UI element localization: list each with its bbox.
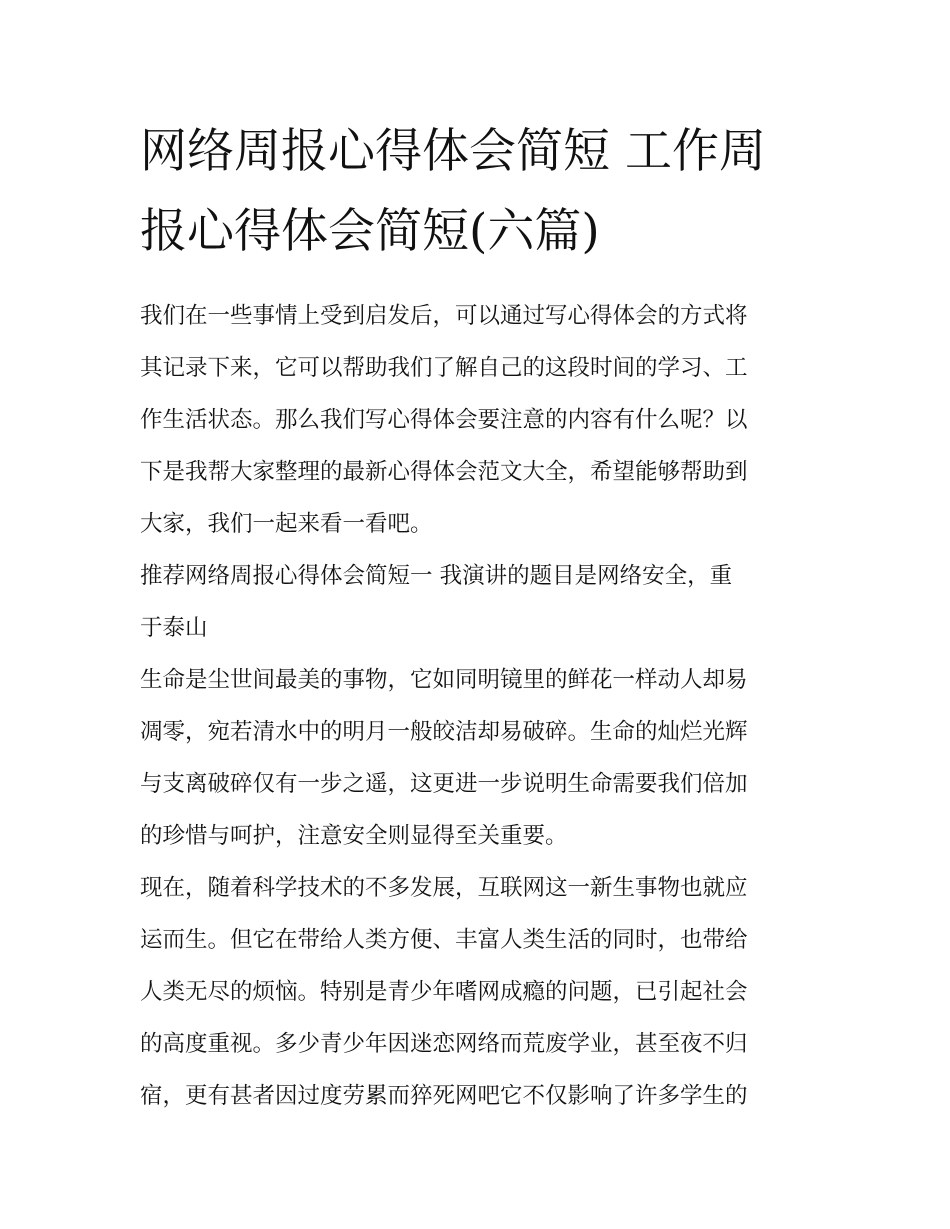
text-line: 生命是尘世间最美的事物，它如同明镜里的鲜花一样动人却易 (140, 667, 748, 693)
text-line: 作生活状态。那么我们写心得体会要注意的内容有什么呢？以 (140, 407, 748, 433)
text-line: 现在，随着科学技术的不多发展，互联网这一新生事物也就应 (140, 875, 748, 901)
text-line: 推荐网络周报心得体会简短一 我演讲的题目是网络安全，重 (140, 563, 733, 589)
body-paragraph (140, 654, 815, 862)
title-line: 网络周报心得体会简短 工作周 (140, 124, 766, 179)
text-line: 运而生。但它在带给人类方便、丰富人类生活的同时，也带给 (140, 927, 748, 953)
text-line: 其记录下来，它可以帮助我们了解自己的这段时间的学习、工 (140, 355, 748, 381)
text-line: 我们在一些事情上受到启发后，可以通过写心得体会的方式将 (140, 303, 748, 329)
document-page (140, 112, 815, 1122)
text-line: 下是我帮大家整理的最新心得体会范文大全，希望能够帮助到 (140, 459, 748, 485)
text-line: 于泰山 (140, 615, 208, 641)
section-heading-paragraph (140, 550, 815, 654)
text-line: 宿，更有甚者因过度劳累而猝死网吧它不仅影响了许多学生的 (140, 1083, 748, 1109)
text-line: 凋零，宛若清水中的明月一般皎洁却易破碎。生命的灿烂光辉 (140, 719, 748, 745)
text-line: 人类无尽的烦恼。特别是青少年嗜网成瘾的问题，已引起社会 (140, 979, 748, 1005)
title-line: 报心得体会简短(六篇) (140, 204, 600, 259)
text-line: 的高度重视。多少青少年因迷恋网络而荒废学业，甚至夜不归 (140, 1031, 748, 1057)
body-paragraph (140, 862, 815, 1122)
document-title (140, 112, 815, 272)
text-line: 大家，我们一起来看一看吧。 (140, 511, 433, 537)
text-line: 与支离破碎仅有一步之遥，这更进一步说明生命需要我们倍加 (140, 771, 748, 797)
text-line: 的珍惜与呵护，注意安全则显得至关重要。 (140, 823, 568, 849)
intro-paragraph (140, 290, 815, 550)
